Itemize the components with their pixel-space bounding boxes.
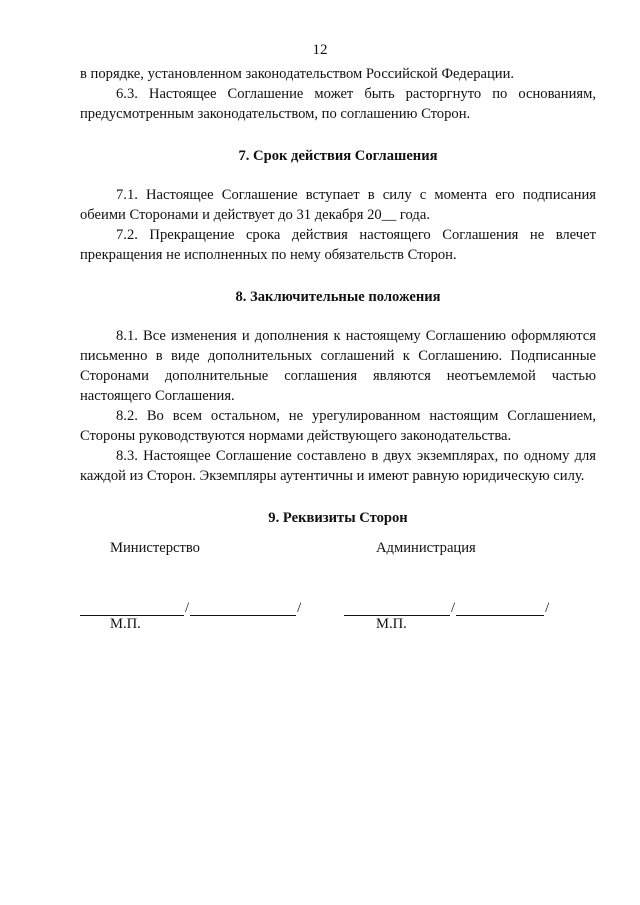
section-8-heading: 8. Заключительные положения [235,289,441,305]
paragraph-6-3: 6.3. Настоящее Соглашение может быть расторгнуто по основаниям, предусмотренным законодательством, по соглашению Сторон. [80,86,596,122]
paragraph-6-2-continuation: в порядке, установленном законодательством Российской Федерации. [80,66,515,82]
name-blank [190,599,296,616]
signature-blank [344,599,450,616]
name-blank [456,599,544,616]
paragraph-8-1: 8.1. Все изменения и дополнения к настоящему Соглашению оформляются письменно в виде дополнительных соглашений к Соглашению. Подписанные Сторонами дополнительные соглашения являются неотъемлемой частью настоящего Соглашения. [80,328,596,404]
stamp-place-administration: М.П. [376,616,407,632]
stamp-place-ministry: М.П. [110,616,141,632]
party-ministry-label: Министерство [110,540,200,556]
signature-line-administration [344,596,550,616]
signature-blank [80,599,184,616]
paragraph-8-3: 8.3. Настоящее Соглашение составлено в двух экземплярах, по одному для каждой из Сторон. Экземпляры аутентичны и имеют равную юридическую силу. [80,448,596,484]
section-7-heading: 7. Срок действия Соглашения [238,148,438,164]
paragraph-7-1: 7.1. Настоящее Соглашение вступает в силу с момента его подписания обеими Сторонами и действует до 31 декабря 20__ года. [80,187,596,223]
paragraph-7-2: 7.2. Прекращение срока действия настоящего Соглашения не влечет прекращения не исполненных по нему обязательств Сторон. [80,227,596,263]
document-body [80,64,596,528]
party-administration-label: Администрация [376,540,476,556]
signature-line-ministry [80,596,302,616]
signature-slash: / [545,600,550,616]
signature-slash: / [297,600,302,616]
section-9-heading: 9. Реквизиты Сторон [268,510,408,526]
page-number: 12 [312,42,328,58]
signature-slash: / [451,600,456,616]
signature-slash: / [185,600,190,616]
signature-block [80,536,596,646]
paragraph-8-2: 8.2. Во всем остальном, не урегулированном настоящим Соглашением, Стороны руководствуются нормами действующего законодательства. [80,408,596,444]
